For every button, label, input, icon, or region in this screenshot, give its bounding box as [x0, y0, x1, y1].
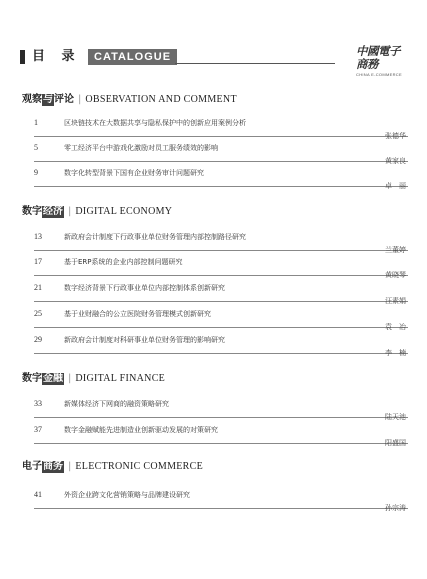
entry-page: 25	[34, 309, 42, 318]
header-bar-mark	[20, 50, 25, 64]
entry-author: 兰董婷	[385, 246, 406, 254]
section-en: DIGITAL FINANCE	[75, 373, 166, 384]
section-cn-prefix: 数字	[22, 206, 42, 217]
logo-subtext: CHINA E-COMMERCE	[356, 72, 402, 77]
section-en: OBSERVATION AND COMMENT	[85, 94, 237, 105]
section-cn-highlight: 经济	[43, 206, 63, 217]
section-cn-highlight: 金融	[43, 373, 63, 384]
entry-rule	[34, 186, 408, 187]
entry-author: 汪素娟	[385, 297, 406, 305]
entry-rule	[34, 136, 408, 137]
section-heading	[22, 372, 165, 386]
entry-title: 基于业财融合的公立医院财务管理模式创新研究	[64, 310, 211, 318]
entry-page: 9	[34, 168, 38, 177]
entry-author: 孙宗涛	[385, 504, 406, 512]
logo-text: 中國電子商務	[356, 46, 400, 71]
entry-rule	[34, 353, 408, 354]
entry-author: 黄家良	[385, 157, 406, 165]
entry-rule	[34, 417, 408, 418]
entry-page: 37	[34, 425, 42, 434]
section-heading	[22, 460, 203, 474]
section-heading	[22, 205, 172, 219]
entry-title: 基于ERP系统的企业内部控制问题研究	[64, 258, 183, 266]
entry-author: 张德华	[385, 132, 406, 140]
section-cn-suffix: 评论	[54, 94, 74, 105]
entry-author: 李 楠	[385, 349, 406, 357]
entry-rule	[34, 327, 408, 328]
entry-title: 新政府会计制度下行政事业单位财务管理内部控制路径研究	[64, 233, 246, 241]
entry-author: 袁 冶	[385, 323, 406, 331]
entry-rule	[34, 508, 408, 509]
section-cn-prefix: 数字	[22, 373, 42, 384]
catalogue-header	[20, 46, 408, 77]
entry-page: 29	[34, 335, 42, 344]
entry-title: 数字化转型背景下国有企业财务审计问题研究	[64, 169, 204, 177]
toc-entry[interactable]	[22, 425, 408, 457]
section-separator: |	[68, 373, 72, 384]
section-en: DIGITAL ECONOMY	[75, 206, 173, 217]
section-en: ELECTRONIC COMMERCE	[75, 461, 204, 472]
entry-title: 数字金融赋能先进制造业创新驱动发展的对策研究	[64, 426, 218, 434]
header-rule	[175, 63, 335, 64]
toc-entry[interactable]	[22, 335, 408, 367]
entry-rule	[34, 301, 408, 302]
entry-title: 新媒体经济下网商的融资策略研究	[64, 400, 169, 408]
section-cn-highlight: 商务	[43, 461, 63, 472]
entry-page: 17	[34, 257, 42, 266]
toc-entry[interactable]	[22, 168, 408, 200]
entry-title: 数字经济背景下行政事业单位内部控制体系创新研究	[64, 284, 225, 292]
entry-author: 卓 丽	[385, 182, 406, 190]
entry-rule	[34, 443, 408, 444]
entry-author: 黄晓琴	[385, 271, 406, 279]
section-separator: |	[78, 94, 82, 105]
entry-page: 1	[34, 118, 38, 127]
toc-entry[interactable]	[22, 490, 408, 522]
header-title-en: CATALOGUE	[88, 49, 177, 65]
section-cn-prefix: 电子	[22, 461, 42, 472]
entry-title: 区块链技术在大数据共享与隐私保护中的创新应用案例分析	[64, 119, 246, 127]
entry-page: 13	[34, 232, 42, 241]
entry-page: 33	[34, 399, 42, 408]
entry-title: 新政府会计制度对科研事业单位财务管理的影响研究	[64, 336, 225, 344]
entry-rule	[34, 161, 408, 162]
entry-page: 5	[34, 143, 38, 152]
entry-rule	[34, 275, 408, 276]
entry-title: 外资企业跨文化营销策略与品牌建设研究	[64, 491, 190, 499]
journal-logo	[356, 46, 410, 77]
entry-page: 41	[34, 490, 42, 499]
section-separator: |	[68, 206, 72, 217]
entry-author: 阳盛国	[385, 439, 406, 447]
section-cn-prefix: 观察	[22, 94, 42, 105]
section-separator: |	[68, 461, 72, 472]
section-cn-highlight: 与	[43, 94, 53, 105]
section-heading	[22, 93, 237, 107]
header-title-cn: 目 录	[32, 49, 81, 64]
entry-author: 陆天池	[385, 413, 406, 421]
entry-title: 零工经济平台中游戏化激励对员工服务绩效的影响	[64, 144, 218, 152]
entry-page: 21	[34, 283, 42, 292]
entry-rule	[34, 250, 408, 251]
